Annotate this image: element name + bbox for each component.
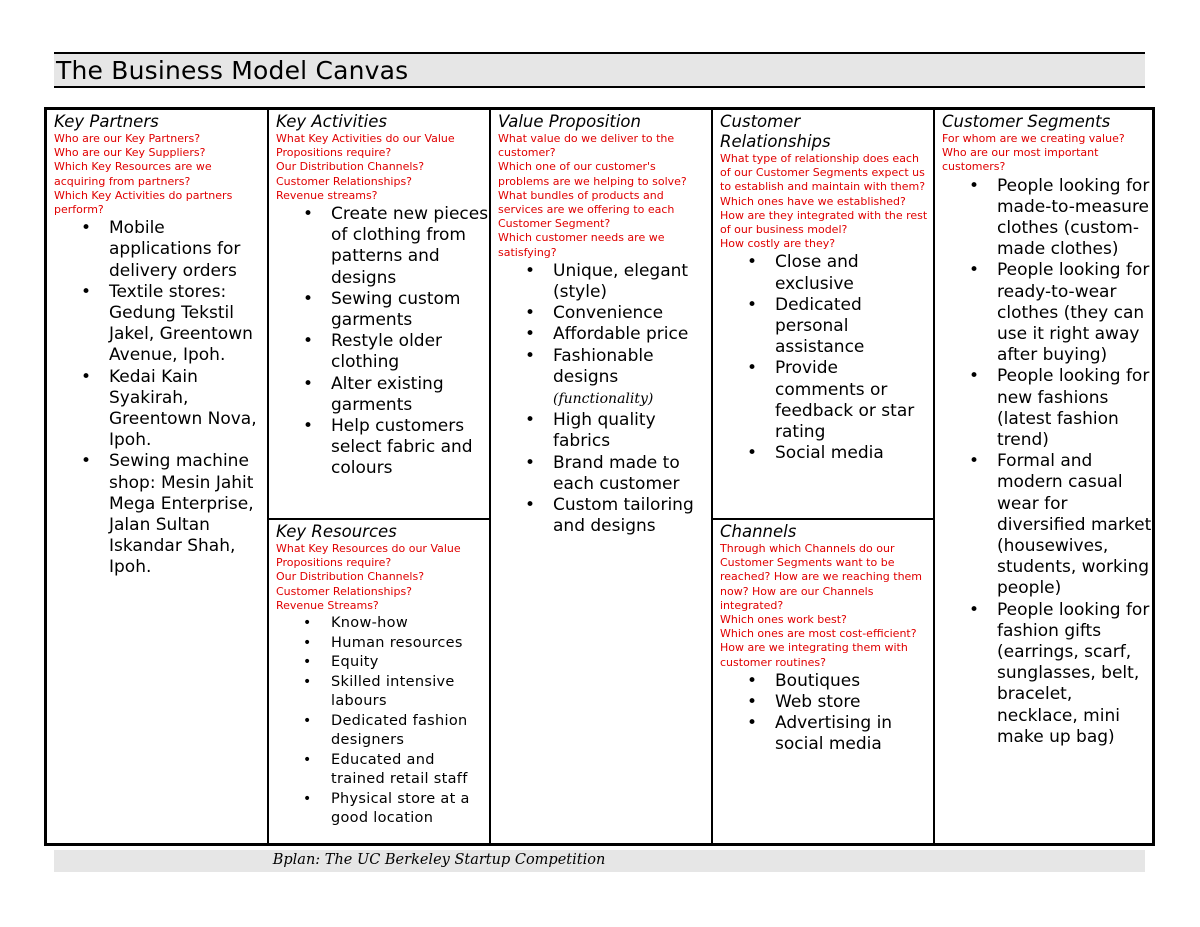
key-resources-heading: Key Resources	[276, 522, 397, 541]
list-item: • Web store	[720, 692, 933, 713]
customer-segments-heading: Customer Segments	[942, 112, 1111, 131]
list-item: • Alter existing garments	[276, 374, 489, 416]
customer-relationships-list	[720, 252, 933, 464]
key-resources-question: What Key Resources do our Value Propositions require?	[276, 542, 461, 570]
channels-section	[713, 520, 933, 843]
customer-relationships-question: What type of relationship does each of our Customer Segments expect us to establish and maintain with them?	[720, 152, 926, 194]
title-bar	[54, 52, 1145, 88]
key-partners-list	[54, 218, 267, 578]
list-item: • Textile stores: Gedung Tekstil Jakel, Greentown Avenue, Ipoh.	[54, 282, 267, 367]
customer-relationships-question: How are they integrated with the rest of our business model?	[720, 208, 928, 237]
list-item: • Know-how	[276, 614, 489, 634]
key-partners-section	[47, 110, 269, 843]
customer-relationships-heading: Customer Relationships	[720, 112, 831, 151]
value-proposition-heading: Value Proposition	[498, 112, 641, 131]
key-resources-question: Customer Relationships?	[276, 584, 413, 598]
business-model-canvas	[44, 107, 1155, 846]
list-item: • Custom tailoring and designs	[498, 495, 711, 537]
value-proposition-question: Which one of our customer's problems are we helping to solve?	[498, 160, 687, 188]
key-resources-list	[276, 614, 489, 829]
channels-list	[720, 671, 933, 756]
value-proposition-section	[491, 110, 713, 843]
list-item: • Provide comments or feedback or star rating	[720, 358, 933, 443]
list-item: • Unique, elegant (style)	[498, 261, 711, 303]
list-item: • Educated and trained retail staff	[276, 751, 489, 790]
channels-question: Which ones are most cost-efficient?	[720, 627, 917, 641]
list-item	[498, 346, 711, 411]
list-item: • Equity	[276, 653, 489, 673]
key-activities-section	[269, 110, 489, 520]
channels-question: Through which Channels do our Customer Segments want to be reached? How are we reaching them now? How are our Channels integrated?	[720, 542, 923, 612]
list-item: • Create new pieces of clothing from patterns and designs	[276, 204, 489, 289]
key-partners-question: Which Key Resources are we acquiring from partners?	[54, 160, 212, 188]
value-proposition-question: Which customer needs are we satisfying?	[498, 231, 665, 259]
key-resources-question: Our Distribution Channels?	[276, 570, 425, 584]
list-item: • Sewing machine shop: Mesin Jahit Mega Enterprise, Jalan Sultan Iskandar Shah, Ipoh.	[54, 451, 267, 578]
activities-resources-column	[269, 110, 491, 843]
relationships-channels-column	[713, 110, 935, 843]
list-item: • People looking for ready-to-wear clothes (they can use it right away after buying)	[942, 260, 1152, 366]
list-item: • Brand made to each customer	[498, 453, 711, 495]
value-proposition-question: What bundles of products and services are we offering to each Customer Segment?	[498, 188, 675, 231]
footer-bar	[54, 850, 1145, 872]
key-resources-section	[269, 520, 489, 843]
channels-question: How are we integrating them with customer routines?	[720, 641, 908, 669]
list-item: • Kedai Kain Syakirah, Greentown Nova, Ipoh.	[54, 367, 267, 452]
key-activities-question: Our Distribution Channels?	[276, 160, 425, 174]
customer-relationships-section	[713, 110, 933, 520]
list-item: • People looking for made-to-measure clothes (custom-made clothes)	[942, 176, 1152, 261]
list-item: • Dedicated fashion designers	[276, 712, 489, 751]
channels-question: Which ones work best?	[720, 613, 847, 627]
key-activities-question: What Key Activities do our Value Propositions require?	[276, 132, 455, 160]
key-resources-question: Revenue Streams?	[276, 598, 379, 612]
key-activities-question: Customer Relationships?	[276, 174, 413, 188]
list-item: • People looking for new fashions (latest fashion trend)	[942, 366, 1152, 451]
list-item: • Convenience	[498, 303, 711, 324]
list-item: • Boutiques	[720, 671, 933, 692]
value-proposition-question: What value do we deliver to the customer?	[498, 132, 675, 160]
key-partners-question: Who are our Key Partners?	[54, 132, 201, 145]
key-partners-question: Which Key Activities do partners perform?	[54, 188, 233, 217]
page-title: The Business Model Canvas	[56, 56, 409, 85]
list-item: • Restyle older clothing	[276, 331, 489, 373]
list-item: • Advertising in social media	[720, 713, 933, 755]
channels-heading: Channels	[720, 522, 797, 541]
list-item: • People looking for fashion gifts (earrings, scarf, sunglasses, belt, bracelet, necklace, mini make up bag)	[942, 600, 1152, 748]
list-item: • Social media	[720, 443, 933, 464]
list-item: • Affordable price	[498, 324, 711, 345]
customer-segments-question: For whom are we creating value?	[942, 132, 1125, 145]
footer-credit: Bplan: The UC Berkeley Startup Competition	[272, 852, 606, 868]
key-activities-heading: Key Activities	[276, 112, 387, 131]
list-item-text: Fashionable designs	[553, 345, 654, 387]
customer-relationships-question: Which ones have we established?	[720, 194, 906, 208]
key-partners-question: Who are our Key Suppliers?	[54, 146, 206, 160]
list-item: • Dedicated personal assistance	[720, 295, 933, 359]
list-item: • Mobile applications for delivery orders	[54, 218, 267, 282]
list-item: • Human resources	[276, 634, 489, 654]
customer-segments-section	[935, 110, 1152, 843]
key-activities-list	[276, 204, 489, 480]
list-item: • Close and exclusive	[720, 252, 933, 294]
list-item: • Help customers select fabric and colours	[276, 416, 489, 480]
list-item: • Physical store at a good location	[276, 790, 489, 829]
value-proposition-list	[498, 261, 711, 538]
key-activities-question: Revenue streams?	[276, 188, 378, 202]
customer-relationships-question: How costly are they?	[720, 237, 836, 251]
functionality-note: (functionality)	[553, 391, 654, 408]
list-item: • Formal and modern casual wear for diversified market (housewives, students, working people)	[942, 451, 1152, 599]
list-item: • High quality fabrics	[498, 410, 711, 452]
customer-segments-question: Who are our most important customers?	[942, 146, 1099, 174]
list-item: • Sewing custom garments	[276, 289, 489, 331]
list-item: • Skilled intensive labours	[276, 673, 489, 712]
key-partners-heading: Key Partners	[54, 112, 159, 131]
customer-segments-list	[942, 176, 1152, 748]
